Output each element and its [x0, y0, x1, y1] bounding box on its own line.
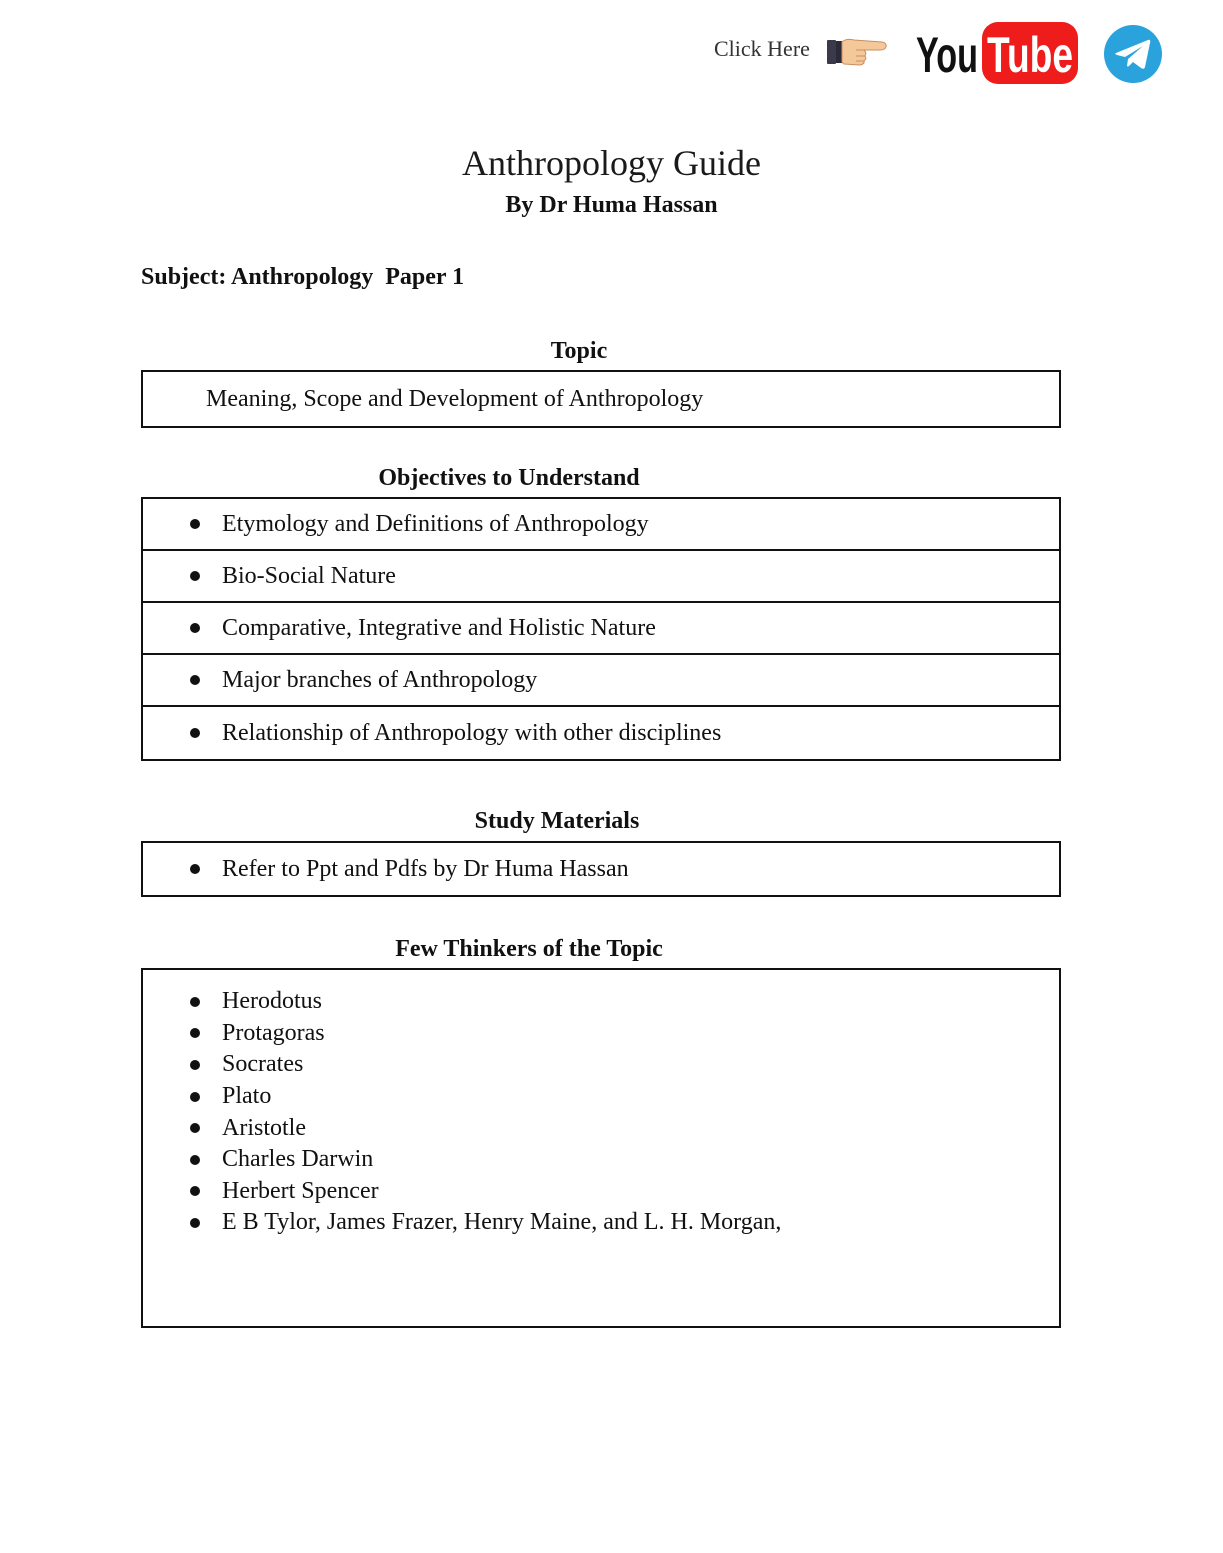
bullet-icon	[190, 1092, 200, 1102]
material-row	[143, 843, 1059, 895]
thinker-name: Plato	[222, 1083, 272, 1110]
document-title: Anthropology Guide	[462, 143, 761, 183]
objective-text: Major branches of Anthropology	[222, 666, 538, 693]
youtube-logo-you: You	[916, 27, 978, 83]
bullet-icon	[190, 675, 200, 685]
objective-text: Relationship of Anthropology with other disciplines	[222, 719, 722, 746]
bullet-icon	[190, 1186, 200, 1196]
click-here-label[interactable]: Click Here	[714, 36, 810, 61]
thinker-name: Socrates	[222, 1051, 304, 1078]
document-author: By Dr Huma Hassan	[505, 192, 718, 218]
bullet-icon	[190, 728, 200, 738]
thinker-name: Aristotle	[222, 1114, 306, 1141]
topic-text: Meaning, Scope and Development of Anthropology	[206, 385, 704, 412]
thinkers-heading: Few Thinkers of the Topic	[395, 936, 663, 962]
list-item	[143, 1018, 1059, 1050]
pointing-hand-icon[interactable]	[826, 32, 888, 68]
list-item	[143, 1112, 1059, 1144]
top-links-bar	[700, 16, 1170, 90]
list-item	[143, 1207, 1059, 1239]
bullet-icon	[190, 623, 200, 633]
objective-text: Bio-Social Nature	[222, 562, 396, 589]
topic-heading: Topic	[550, 338, 608, 364]
material-text: Refer to Ppt and Pdfs by Dr Huma Hassan	[222, 855, 629, 882]
bullet-icon	[190, 1060, 200, 1070]
bullet-icon	[190, 571, 200, 581]
bullet-icon	[190, 1123, 200, 1133]
list-item	[143, 986, 1059, 1018]
thinker-name: Herodotus	[222, 988, 322, 1015]
objective-row	[143, 655, 1059, 707]
thinkers-list	[143, 970, 1059, 1239]
thinker-name: E B Tylor, James Frazer, Henry Maine, and L. H. Morgan,	[222, 1209, 782, 1236]
youtube-logo[interactable]	[916, 18, 1080, 88]
objective-text: Comparative, Integrative and Holistic Nature	[222, 614, 656, 641]
objective-row	[143, 499, 1059, 551]
list-item	[143, 1081, 1059, 1113]
objectives-box	[141, 497, 1061, 761]
bullet-icon	[190, 519, 200, 529]
thinker-name: Charles Darwin	[222, 1146, 374, 1173]
list-item	[143, 1144, 1059, 1176]
telegram-icon[interactable]	[1103, 24, 1163, 84]
youtube-logo-tube: Tube	[987, 27, 1073, 83]
thinker-name: Protagoras	[222, 1019, 325, 1046]
bullet-icon	[190, 1028, 200, 1038]
bullet-icon	[190, 1218, 200, 1228]
objective-row	[143, 551, 1059, 603]
materials-heading: Study Materials	[474, 808, 640, 834]
subject-line: Subject: Anthropology Paper 1	[141, 264, 465, 290]
bullet-icon	[190, 1155, 200, 1165]
objectives-heading: Objectives to Understand	[378, 465, 640, 491]
bullet-icon	[190, 864, 200, 874]
list-item	[143, 1049, 1059, 1081]
list-item	[143, 1176, 1059, 1208]
thinker-name: Herbert Spencer	[222, 1177, 379, 1204]
objective-text: Etymology and Definitions of Anthropology	[222, 510, 649, 537]
objective-row	[143, 603, 1059, 655]
bullet-icon	[190, 997, 200, 1007]
topic-box	[141, 370, 1061, 428]
thinkers-box	[141, 968, 1061, 1328]
objective-row	[143, 707, 1059, 759]
materials-box	[141, 841, 1061, 897]
